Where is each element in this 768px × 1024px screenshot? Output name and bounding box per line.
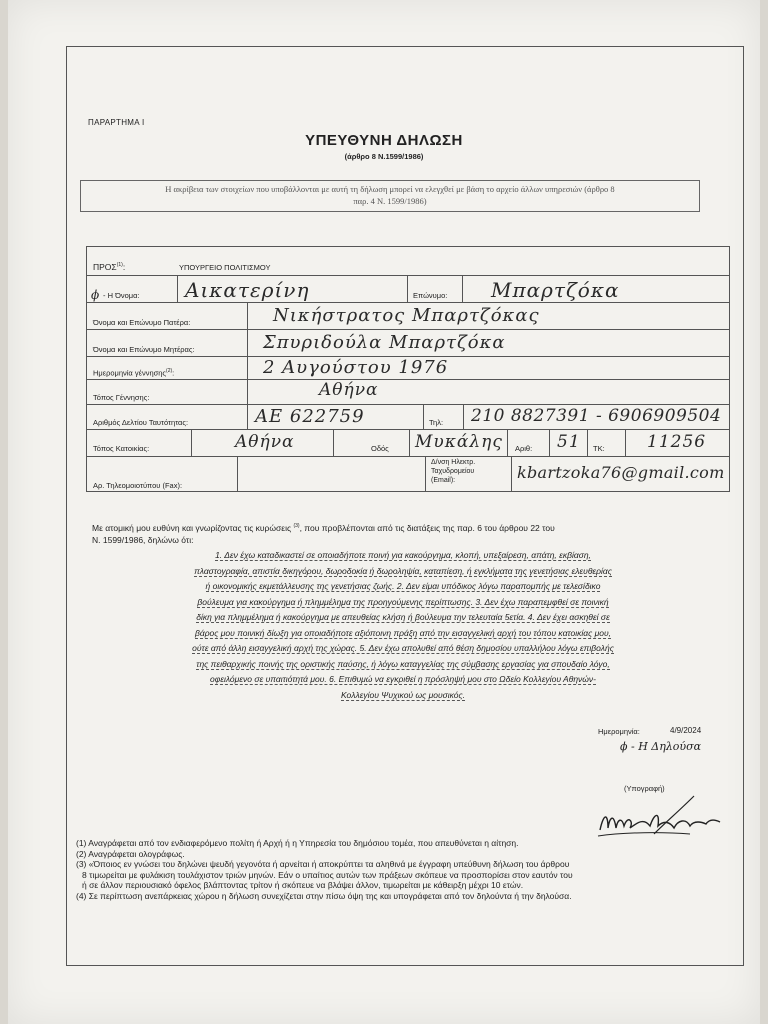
form-row-birthplace [87,380,729,405]
recipient-value: ΥΠΟΥΡΓΕΙΟ ΠΟΛΙΤΙΣΜΟΥ [179,263,271,272]
declaration-line: ούτε από άλλη εισαγγελική αρχή της χώρας. 5. Δεν έχω απολυθεί από θέση δημοσίου υπαλλήλου λόγω επιβολής [192,643,614,653]
footnote-3-cont: ή σε άλλον περιουσιακό όφελος βλάπτοντας τρίτον ή σκόπευε να βλάψει άλλον, τιμωρείται με κάθειρξη μέχρι 10 ετών. [82,880,524,891]
form-row-mother [87,330,729,357]
signature-scribble [594,792,724,842]
mother-value: Σπυριδούλα Μπαρτζόκα [263,332,506,353]
date-value: 4/9/2024 [670,726,702,735]
surname-value: Μπαρτζόκα [491,278,620,302]
id-label: Αριθμός Δελτίου Ταυτότητας: [93,418,189,427]
declaration-line: της πειθαρχικής ποινής της οριστικής παύσης, ή λόγω καταγγελίας της σύμβασης εργασίας για σπουδαίο λόγο, [196,658,610,669]
declaration-line: βάρος μου ποινική δίωξη για οποιαδήποτε αξιόποινη πράξη από την εισαγγελική αρχή του τόπου κατοικίας μου, [194,627,611,638]
notice-line-2: παρ. 4 Ν. 1599/1986) [353,196,427,206]
recipient-sup: (1) [116,262,123,269]
number-label: Αριθ: [515,444,533,453]
phone-label: Τηλ: [429,418,444,427]
email-label-3: (Εmail): [431,477,456,484]
document-title: ΥΠΕΥΘΥΝΗ ΔΗΛΩΣΗ [305,132,463,149]
birthdate-sup: (2) [166,368,173,374]
form-row-id [87,405,729,430]
form-row-recipient: ΠΡΟΣ$^{(1)}$: ΥΠΟΥΡΓΕΙΟ ΠΟΛΙΤΙΣΜΟΥ [87,247,729,276]
name-mark: ϕ [91,288,100,302]
postcode-value: 11256 [647,432,707,452]
street-label: Οδός [371,444,389,453]
form-row-birthdate: Ημερομηνία γέννησης$^{(2)}$: 2 Αυγούστου 1976 [87,357,729,380]
birthplace-label: Τόπος Γέννησης: [93,393,150,402]
father-label: Όνομα και Επώνυμο Πατέρα: [93,318,191,327]
declaration-line: δίκη για πλημμέλημα ή κακούργημα με απευθείας κλήση ή βούλευμα την τελευταία 5ετία. 4. Δεν έχει ασκηθεί σε [196,612,610,622]
id-value: ΑΕ 622759 [255,406,365,427]
intro-text-1: Με ατομική μου ευθύνη και γνωρίζοντας τις κυρώσεις [92,522,292,533]
birthplace-value: Αθήνα [319,380,379,400]
recipient-label: ΠΡΟΣ [93,262,117,272]
declaration-line: 1. Δεν έχω καταδικαστεί σε οποιαδήποτε ποινή για κακούργημα, κλοπή, υπεξαίρεση, απάτη, εκβίαση, [215,550,591,560]
residence-value: Αθήνα [235,432,295,452]
father-value: Νικήστρατος Μπαρτζόκας [273,305,540,326]
footnote-3-cont: 8 τιμωρείται με φυλάκιση τουλάχιστον τριών μηνών. Εάν ο υπαίτιος αυτών των πράξεων σκόπευε να προσπορίσει στον εαυτόν του [82,869,573,880]
date-label: Ημερομηνία: [598,727,640,736]
phone-value: 210 8827391 - 6906909504 [471,406,722,426]
declaration-line: ή οικονομικής εκμετάλλευσης της γενετήσιας ζωής. 2. Δεν είμαι υπόδικος λόγω παραπομπής με τελεσίδικο [205,581,601,591]
declaration-line: οφειλόμενο σε υπαιτιότητά μου. 6. Επιθυμώ να εγκριθεί η πρόσληψή μου στο Ωδείο Κολλεγίου Αθηνών- [209,674,597,684]
accuracy-notice [80,180,700,212]
postcode-label: ΤΚ: [593,444,605,453]
mother-label: Όνομα και Επώνυμο Μητέρας: [93,345,195,354]
fax-label: Αρ. Τηλεομοιοτύπου (Fax): [93,481,183,490]
signature-label: (Υπογραφή) [624,784,665,793]
number-value: 51 [557,432,581,452]
birthdate-label: Ημερομηνία γέννησης [93,368,167,378]
street-value: Μυκάλης [415,432,503,452]
document-subtitle: (άρθρο 8 Ν.1599/1986) [344,152,424,161]
footnotes [76,838,732,902]
birthdate-value: 2 Αυγούστου 1976 [263,357,449,378]
footnote-3: (3) «Όποιος εν γνώσει του δηλώνει ψευδή γεγονότα ή αρνείται ή αποκρύπτει τα αληθινά με έγγραφη υπεύθυνη δήλωση του άρθρου [76,859,570,870]
intro-sup: (3) [293,523,300,529]
email-label-2: Ταχυδρομείου [431,468,475,475]
name-label: - Η Όνομα: [103,291,140,300]
footnote-2: (2) Αναγράφεται ολογράφως. [76,848,185,859]
email-label-1: Δ/νση Ηλεκτρ. [431,459,476,466]
footnote-4: (4) Σε περίπτωση ανεπάρκειας χώρου η δήλωση συνεχίζεται στην πίσω όψη της και υπογράφεται από τον δηλούντα ή την δηλούσα. [76,890,572,901]
intro-text-3: Ν. 1599/1986, δηλώνω ότι: [92,534,194,545]
declaration-line: πλαστογραφία, απιστία δικηγόρου, δωροδοκία ή δωροληψία, καταπίεση, ή εγκλήματα της γενετήσιας ελευθερίας [194,565,612,576]
form-row-name [87,276,729,303]
surname-label: Επώνυμο: [413,291,448,300]
email-value: kbartzoka76@gmail.com [517,463,725,482]
declaration-line: Κολλεγίου Ψυχικού ως μουσικός. [340,689,466,700]
annex-label: ΠΑΡΑΡΤΗΜΑ Ι [88,118,145,127]
footnote-1: (1) Αναγράφεται από τον ενδιαφερόμενο πολίτη ή Αρχή ή η Υπηρεσία του δημόσιου τομέα, που απευθύνεται η αίτηση. [76,838,519,848]
declaration-line: βούλευμα για κακούργημα ή πλημμέλημα της προηγούμενης περίπτωσης. 3. Δεν έχω παραπεμφθεί σε ποινική [197,596,609,607]
declaration-body [88,548,718,703]
form-row-father [87,303,729,330]
personal-details-form [86,246,730,492]
name-value: Αικατερίνη [185,278,310,302]
intro-text-2: , που προβλέπονται από τις διατάξεις της παρ. 6 του άρθρου 22 του [299,522,555,533]
form-row-contact [87,457,729,491]
declarant-handwritten: ϕ - Η Δηλούσα [620,740,702,753]
residence-label: Τόπος Κατοικίας: [93,444,150,453]
notice-line-1: Η ακρίβεια των στοιχείων που υποβάλλονται με αυτή τη δήλωση μπορεί να ελεγχθεί με βάση το αρχείο άλλων υπηρεσιών (άρθρο 8 [165,184,615,194]
declaration-intro [92,520,712,546]
form-row-residence [87,430,729,457]
